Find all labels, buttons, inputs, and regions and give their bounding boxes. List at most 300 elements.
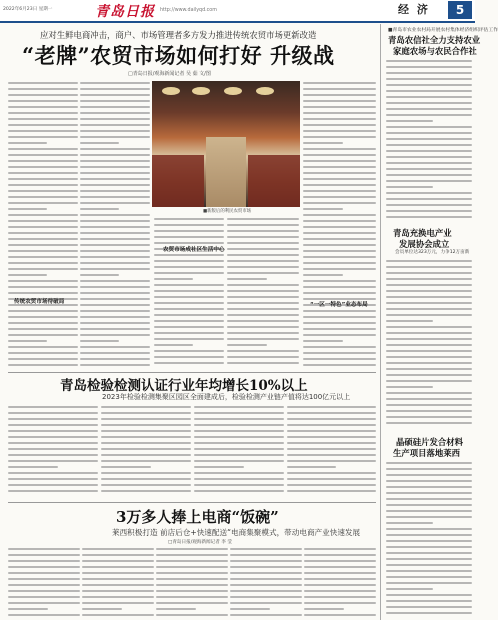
text-line <box>80 268 150 270</box>
text-line <box>303 364 376 366</box>
text-line <box>386 290 472 292</box>
text-line <box>82 614 154 616</box>
text-line <box>386 314 472 316</box>
text-line <box>156 554 228 556</box>
text-line <box>8 490 98 492</box>
text-line <box>8 142 47 144</box>
text-line <box>101 478 191 480</box>
text-line <box>80 82 150 84</box>
brief2-headline-line1[interactable]: 青岛充换电产业 <box>393 228 452 238</box>
text-line <box>194 466 244 468</box>
text-line <box>386 474 472 476</box>
story3-column-4[interactable] <box>230 546 302 620</box>
text-line <box>303 190 376 192</box>
text-line <box>80 304 150 306</box>
text-line <box>303 154 376 156</box>
text-line <box>8 352 78 354</box>
text-line <box>303 232 376 234</box>
text-line <box>156 578 228 580</box>
website-url[interactable]: http://www.dailyqd.com <box>160 8 217 13</box>
text-line <box>194 472 284 474</box>
text-line <box>82 584 154 586</box>
text-line <box>194 418 284 420</box>
text-line <box>80 106 150 108</box>
text-line <box>194 442 284 444</box>
text-line <box>303 100 376 102</box>
text-line <box>227 356 299 358</box>
text-line <box>8 584 80 586</box>
text-line <box>8 608 48 610</box>
text-line <box>230 596 302 598</box>
text-line <box>8 166 78 168</box>
text-line <box>303 268 376 270</box>
text-line <box>227 224 299 226</box>
lead-column-4[interactable] <box>227 216 299 370</box>
lead-kicker[interactable]: 应对生鲜电商冲击，商户、市场管理者多方发力推进传统农贸市场更新改造 <box>40 30 317 40</box>
text-line <box>154 290 224 292</box>
text-line <box>8 268 78 270</box>
text-line <box>386 192 472 194</box>
top-rule <box>0 21 475 23</box>
text-line <box>80 286 150 288</box>
text-line <box>8 316 78 318</box>
story2-rule <box>8 372 376 373</box>
text-line <box>230 608 270 610</box>
text-line <box>303 292 376 294</box>
text-line <box>304 614 376 616</box>
text-line <box>8 184 78 186</box>
text-line <box>101 436 191 438</box>
text-line <box>80 118 150 120</box>
text-line <box>287 442 376 444</box>
brief1-headline-line1[interactable]: 青岛农信社全力支持农业 <box>388 35 481 45</box>
text-line <box>386 576 472 578</box>
text-line <box>8 208 47 210</box>
text-line <box>194 460 284 462</box>
photo-caption: ■新版后的利民农贸市场 <box>203 209 252 214</box>
text-line <box>8 232 78 234</box>
text-line <box>386 588 433 590</box>
text-line <box>8 148 78 150</box>
text-line <box>303 280 376 282</box>
text-line <box>154 266 224 268</box>
text-line <box>80 262 150 264</box>
column-divider <box>380 24 381 620</box>
text-line <box>80 208 119 210</box>
text-line <box>303 208 343 210</box>
text-line <box>82 554 154 556</box>
text-line <box>227 308 299 310</box>
text-line <box>386 540 472 542</box>
text-line <box>156 602 228 604</box>
text-line <box>80 352 150 354</box>
brief1-headline-line2[interactable]: 家庭农场与农民合作社 <box>393 46 477 56</box>
text-line <box>386 278 472 280</box>
text-line <box>386 350 472 352</box>
text-line <box>227 236 299 238</box>
brief3-headline-line2[interactable]: 生产项目落地莱西 <box>393 448 460 458</box>
text-line <box>304 590 376 592</box>
text-line <box>287 472 376 474</box>
text-line <box>227 326 299 328</box>
text-line <box>8 554 80 556</box>
text-line <box>82 578 154 580</box>
text-line <box>386 552 472 554</box>
text-line <box>287 406 376 408</box>
text-line <box>303 130 376 132</box>
text-line <box>80 184 150 186</box>
text-line <box>386 272 472 274</box>
text-line <box>386 120 433 122</box>
story3-column-3[interactable] <box>156 546 228 620</box>
text-line <box>8 484 98 486</box>
brief1-body[interactable] <box>386 58 472 223</box>
text-line <box>386 570 472 572</box>
text-line <box>227 254 299 256</box>
text-line <box>80 226 150 228</box>
text-line <box>8 244 78 246</box>
text-line <box>101 442 191 444</box>
text-line <box>386 504 472 506</box>
text-line <box>8 346 78 348</box>
text-line <box>230 572 302 574</box>
text-line <box>8 172 78 174</box>
text-line <box>80 322 150 324</box>
text-line <box>386 198 472 200</box>
text-line <box>80 340 119 342</box>
brief3-body[interactable] <box>386 460 472 618</box>
text-line <box>80 124 150 126</box>
text-line <box>303 322 376 324</box>
text-line <box>304 602 376 604</box>
text-line <box>8 160 78 162</box>
text-line <box>80 100 150 102</box>
story3-column-1[interactable] <box>8 546 80 620</box>
text-line <box>8 280 78 282</box>
text-line <box>101 430 191 432</box>
text-line <box>8 286 78 288</box>
text-line <box>154 320 224 322</box>
text-line <box>304 548 376 550</box>
text-line <box>8 214 78 216</box>
text-line <box>386 392 472 394</box>
text-line <box>8 226 78 228</box>
story2-column-2[interactable] <box>101 404 191 499</box>
text-line <box>154 254 224 256</box>
text-line <box>8 460 98 462</box>
text-line <box>154 230 224 232</box>
text-line <box>8 82 78 84</box>
text-line <box>80 148 150 150</box>
text-line <box>304 578 376 580</box>
text-line <box>386 114 472 116</box>
text-line <box>386 102 472 104</box>
text-line <box>8 136 78 138</box>
text-line <box>304 596 376 598</box>
story2-column-1[interactable] <box>8 404 98 499</box>
story3-column-2[interactable] <box>82 546 154 620</box>
text-line <box>303 250 376 252</box>
text-line <box>154 356 224 358</box>
text-line <box>386 78 472 80</box>
text-line <box>303 124 376 126</box>
text-line <box>386 296 472 298</box>
text-line <box>82 602 154 604</box>
text-line <box>82 608 122 610</box>
text-line <box>80 160 150 162</box>
text-line <box>227 344 267 346</box>
text-line <box>230 560 302 562</box>
text-line <box>386 138 472 140</box>
text-line <box>386 546 472 548</box>
text-line <box>303 226 376 228</box>
text-line <box>8 602 80 604</box>
text-line <box>8 412 98 414</box>
text-line <box>8 220 78 222</box>
text-line <box>287 484 376 486</box>
text-line <box>8 154 78 156</box>
story3-headline[interactable]: 3万多人捧上电商“饭碗” <box>116 508 279 526</box>
text-line <box>194 430 284 432</box>
text-line <box>304 584 376 586</box>
text-line <box>287 424 376 426</box>
text-line <box>303 136 376 138</box>
text-line <box>230 566 302 568</box>
story3-byline: □青岛日报/观海新闻记者 李 莹 <box>168 540 232 545</box>
story2-column-4[interactable] <box>287 404 376 499</box>
text-line <box>80 310 150 312</box>
text-line <box>227 350 299 352</box>
text-line <box>227 284 299 286</box>
text-line <box>227 338 299 340</box>
text-line <box>154 344 193 346</box>
text-line <box>303 328 376 330</box>
text-line <box>304 560 376 562</box>
text-line <box>101 448 191 450</box>
text-line <box>304 572 376 574</box>
text-line <box>386 422 472 424</box>
text-line <box>80 316 150 318</box>
text-line <box>8 100 78 102</box>
text-line <box>386 60 472 62</box>
text-line <box>386 498 472 500</box>
section-name: 经 济 <box>398 3 430 16</box>
text-line <box>287 490 376 492</box>
text-line <box>82 572 154 574</box>
lead-column-2[interactable] <box>80 80 150 370</box>
text-line <box>154 326 224 328</box>
text-line <box>287 448 376 450</box>
text-line <box>8 560 80 562</box>
text-line <box>287 436 376 438</box>
text-line <box>227 248 299 250</box>
text-line <box>287 430 376 432</box>
text-line <box>156 596 228 598</box>
text-line <box>8 478 98 480</box>
text-line <box>8 328 78 330</box>
text-line <box>303 184 376 186</box>
text-line <box>303 238 376 240</box>
text-line <box>386 516 472 518</box>
story3-rule <box>8 502 376 503</box>
text-line <box>80 238 150 240</box>
text-line <box>8 596 80 598</box>
story3-subheadline: 莱西积极打造 前店后仓+快速配送“电商集聚模式，带动电商产业快速发展 <box>112 528 361 537</box>
brief3-headline-line1[interactable]: 晶硕硅片发合材料 <box>396 437 463 447</box>
text-line <box>230 590 302 592</box>
text-line <box>80 142 119 144</box>
text-line <box>8 118 78 120</box>
brief1-kicker: ■青岛市农业农村局开展农村集体经济组织评估工作 <box>388 28 498 33</box>
lead-column-5[interactable] <box>303 80 376 370</box>
text-line <box>227 296 299 298</box>
text-line <box>386 284 472 286</box>
text-line <box>386 612 472 614</box>
text-line <box>8 566 80 568</box>
story2-headline[interactable]: 青岛检验检测认证行业年均增长10%以上 <box>60 378 308 394</box>
text-line <box>386 368 472 370</box>
text-line <box>8 238 78 240</box>
text-line <box>8 590 80 592</box>
text-line <box>154 272 224 274</box>
text-line <box>156 560 228 562</box>
text-line <box>80 256 150 258</box>
text-line <box>230 554 302 556</box>
text-line <box>303 244 376 246</box>
text-line <box>101 454 191 456</box>
text-line <box>80 292 150 294</box>
text-line <box>386 66 472 68</box>
brief2-body[interactable] <box>386 258 472 430</box>
text-line <box>287 418 376 420</box>
text-line <box>227 290 299 292</box>
text-line <box>80 364 150 366</box>
text-line <box>227 320 299 322</box>
text-line <box>386 90 472 92</box>
text-line <box>386 210 472 212</box>
text-line <box>386 186 433 188</box>
text-line <box>8 130 78 132</box>
text-line <box>8 310 78 312</box>
market-photo[interactable] <box>152 81 300 207</box>
text-line <box>154 332 224 334</box>
text-line <box>154 314 224 316</box>
text-line <box>194 448 284 450</box>
text-line <box>303 202 376 204</box>
text-line <box>154 302 224 304</box>
text-line <box>82 548 154 550</box>
text-line <box>154 338 224 340</box>
text-line <box>194 490 284 492</box>
text-line <box>303 142 343 144</box>
text-line <box>8 256 78 258</box>
text-line <box>8 358 78 360</box>
newspaper-logo: 青岛日报 <box>95 4 155 20</box>
text-line <box>156 572 228 574</box>
text-line <box>227 260 299 262</box>
lead-column-1[interactable] <box>8 80 78 370</box>
text-line <box>287 466 336 468</box>
text-line <box>386 108 472 110</box>
text-line <box>386 326 472 328</box>
text-line <box>8 124 78 126</box>
text-line <box>386 180 472 182</box>
text-line <box>303 352 376 354</box>
text-line <box>386 534 472 536</box>
text-line <box>80 298 150 300</box>
text-line <box>386 204 472 206</box>
text-line <box>304 554 376 556</box>
text-line <box>8 88 78 90</box>
text-line <box>80 202 150 204</box>
text-line <box>230 584 302 586</box>
lead-subhead-1: 传统农贸市场待破局 <box>14 299 65 305</box>
lead-column-3[interactable] <box>154 216 224 370</box>
text-line <box>8 614 80 616</box>
text-line <box>386 302 472 304</box>
text-line <box>8 406 98 408</box>
text-line <box>386 600 472 602</box>
text-line <box>101 460 191 462</box>
text-line <box>227 242 299 244</box>
text-line <box>386 404 472 406</box>
brief2-headline-line2[interactable]: 发展协会成立 <box>399 239 450 249</box>
text-line <box>8 112 78 114</box>
text-line <box>227 332 299 334</box>
text-line <box>386 168 472 170</box>
story2-column-3[interactable] <box>194 404 284 499</box>
text-line <box>303 256 376 258</box>
text-line <box>101 418 191 420</box>
text-line <box>80 220 150 222</box>
text-line <box>303 286 376 288</box>
text-line <box>8 94 78 96</box>
text-line <box>386 144 472 146</box>
text-line <box>80 274 119 276</box>
text-line <box>8 106 78 108</box>
text-line <box>303 310 376 312</box>
text-line <box>303 262 376 264</box>
text-line <box>303 340 343 342</box>
story3-column-5[interactable] <box>304 546 376 620</box>
text-line <box>154 218 224 220</box>
lead-headline[interactable]: “老牌”农贸市场如何打好 升级战 <box>22 43 335 68</box>
text-line <box>303 220 376 222</box>
text-line <box>386 380 472 382</box>
text-line <box>154 224 224 226</box>
text-line <box>8 190 78 192</box>
text-line <box>8 466 58 468</box>
text-line <box>386 174 472 176</box>
text-line <box>8 364 78 366</box>
text-line <box>303 274 343 276</box>
text-line <box>80 178 150 180</box>
text-line <box>154 260 224 262</box>
text-line <box>156 584 228 586</box>
text-line <box>154 236 224 238</box>
text-line <box>303 178 376 180</box>
text-line <box>287 478 376 480</box>
text-line <box>303 196 376 198</box>
text-line <box>386 338 472 340</box>
text-line <box>8 262 78 264</box>
text-line <box>80 214 150 216</box>
text-line <box>82 560 154 562</box>
text-line <box>194 424 284 426</box>
text-line <box>80 136 150 138</box>
text-line <box>154 362 224 364</box>
text-line <box>80 94 150 96</box>
